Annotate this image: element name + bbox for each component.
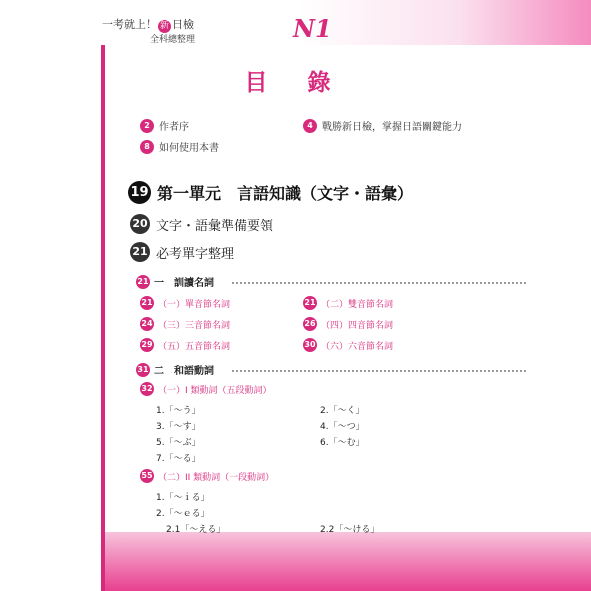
toc-entry[interactable] (303, 118, 462, 133)
toc-subentry[interactable] (140, 296, 230, 310)
page-number-badge: 19 (128, 181, 151, 204)
section-heading-label: 二 和語動詞 (154, 366, 214, 377)
header-gradient (300, 0, 591, 45)
toc-entry[interactable] (140, 139, 219, 154)
section-heading-label: 一 訓讀名詞 (154, 278, 214, 289)
toc-item[interactable]: 4.「～つ」 (320, 422, 365, 432)
toc-entry[interactable] (140, 118, 189, 133)
page-number-badge: 8 (140, 140, 154, 154)
page-number-badge: 20 (130, 214, 150, 234)
toc-subentry-label: （三）三音節名詞 (158, 320, 231, 331)
toc-item[interactable]: 2.2「～ける」 (320, 525, 380, 535)
unit-heading[interactable] (128, 181, 413, 204)
toc-entry-label: 必考單字整理 (156, 246, 235, 262)
page-number-badge: 26 (303, 317, 317, 331)
toc-entry-label: 如何使用本書 (159, 143, 219, 154)
toc-subentry[interactable] (140, 469, 274, 483)
toc-entry-label: 作者序 (159, 122, 189, 133)
page-number-badge: 29 (140, 338, 154, 352)
page-number-badge: 21 (130, 242, 150, 262)
toc-subentry-label: （四）四音節名詞 (321, 320, 394, 331)
toc-entry[interactable] (130, 214, 273, 234)
page-title: 目 錄 (244, 70, 347, 96)
toc-subentry[interactable] (303, 296, 393, 310)
toc-subentry-label: （二）II 類動詞（一段動詞） (158, 472, 275, 483)
header-badge: 新 (159, 21, 169, 31)
toc-item[interactable]: 7.「～る」 (156, 454, 201, 464)
toc-item[interactable]: 1.「～う」 (156, 406, 201, 416)
page-number-badge: 4 (303, 119, 317, 133)
header-subtitle: 全科總整理 (150, 35, 196, 45)
dotted-leader (232, 282, 526, 284)
page-number-badge: 21 (140, 296, 154, 310)
toc-subentry-label: （六）六音節名詞 (321, 341, 394, 352)
section-heading[interactable] (136, 274, 526, 289)
toc-subentry-label: （一）單音節名詞 (158, 299, 231, 310)
toc-subentry[interactable] (140, 382, 272, 396)
header-series-suffix: 日檢 (172, 18, 194, 31)
header-series-title (102, 16, 194, 33)
page-number-badge: 21 (136, 275, 150, 289)
toc-item[interactable]: 2.「～ｅる」 (156, 509, 210, 519)
header-brand-logo: N1 (293, 14, 332, 43)
footer-gradient (105, 532, 591, 591)
page-number-badge: 24 (140, 317, 154, 331)
page-number-badge: 30 (303, 338, 317, 352)
left-accent-bar (101, 45, 105, 591)
toc-entry-label: 戰勝新日檢，掌握日語關鍵能力 (322, 122, 462, 133)
toc-subentry-label: （五）五音節名詞 (158, 341, 231, 352)
toc-item[interactable]: 2.1「～える」 (166, 525, 226, 535)
toc-item[interactable]: 3.「～す」 (156, 422, 201, 432)
toc-item[interactable]: 6.「～む」 (320, 438, 365, 448)
toc-subentry-label: （一）I 類動詞（五段動詞） (158, 385, 272, 396)
toc-item[interactable]: 2.「～く」 (320, 406, 365, 416)
toc-subentry[interactable] (140, 317, 230, 331)
unit-heading-label: 第一單元 言語知識（文字・語彙） (157, 184, 414, 203)
toc-item[interactable]: 5.「～ぶ」 (156, 438, 201, 448)
toc-item[interactable]: 1.「～ｉる」 (156, 493, 210, 503)
page-number-badge: 2 (140, 119, 154, 133)
header-series-text: 一考就上！ (102, 18, 157, 31)
page-number-badge: 31 (136, 363, 150, 377)
page-number-badge: 32 (140, 382, 154, 396)
toc-entry[interactable] (130, 242, 234, 262)
toc-subentry-label: （二）雙音節名詞 (321, 299, 394, 310)
section-heading[interactable] (136, 362, 526, 377)
page-number-badge: 55 (140, 469, 154, 483)
toc-subentry[interactable] (303, 338, 393, 352)
page-number-badge: 21 (303, 296, 317, 310)
dotted-leader (232, 370, 526, 372)
toc-subentry[interactable] (303, 317, 393, 331)
toc-subentry[interactable] (140, 338, 230, 352)
toc-entry-label: 文字・語彙準備要領 (156, 218, 274, 234)
